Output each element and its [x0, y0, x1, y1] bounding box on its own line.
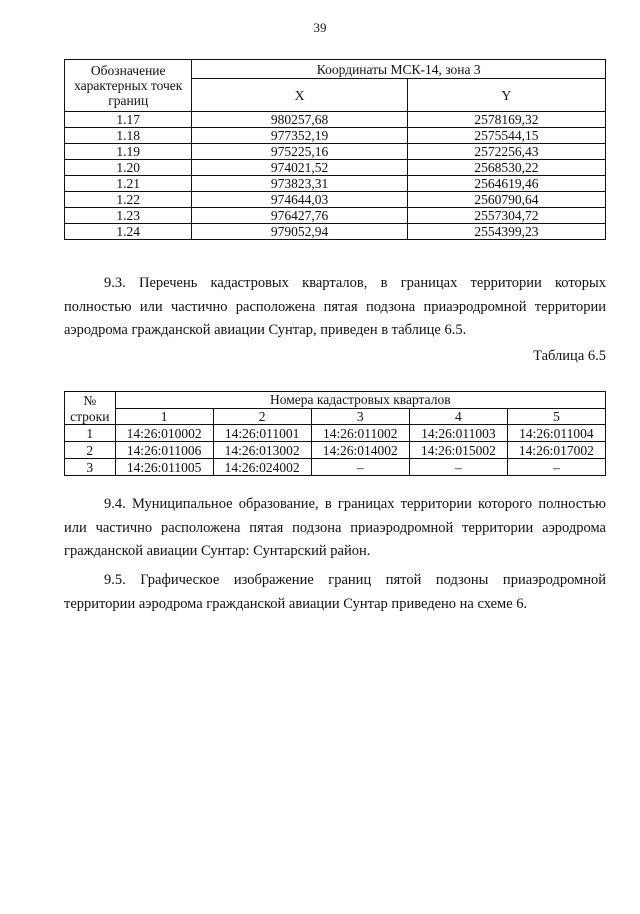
- point-cell: 1.18: [65, 128, 192, 144]
- row-number-cell: 1: [65, 425, 116, 442]
- y-cell: 2564619,46: [407, 176, 605, 192]
- point-cell: 1.24: [65, 224, 192, 240]
- header-col-4: 4: [409, 408, 507, 425]
- cadastral-cell: –: [311, 459, 409, 476]
- cadastral-cell: –: [409, 459, 507, 476]
- table-row: [65, 160, 606, 176]
- y-cell: 2578169,32: [407, 112, 605, 128]
- table-caption: Таблица 6.5: [533, 348, 606, 364]
- paragraph-9-4: 9.4. Муниципальное образование, в границах территории которого полностью или частично расположена пятая подзона приаэродромной территории аэродрома гражданской авиации Сунтар: Сунтарский район.: [64, 496, 606, 559]
- table-row: [65, 208, 606, 224]
- cadastral-cell: 14:26:011002: [311, 425, 409, 442]
- table-row: [65, 192, 606, 208]
- table-row: [65, 112, 606, 128]
- header-coordinates-group: Координаты МСК-14, зона 3: [192, 60, 606, 79]
- point-cell: 1.20: [65, 160, 192, 176]
- point-cell: 1.22: [65, 192, 192, 208]
- cadastral-cell: 14:26:010002: [115, 425, 213, 442]
- header-col-2: 2: [213, 408, 311, 425]
- x-cell: 973823,31: [192, 176, 407, 192]
- y-cell: 2575544,15: [407, 128, 605, 144]
- x-cell: 975225,16: [192, 144, 407, 160]
- x-cell: 974021,52: [192, 160, 407, 176]
- table-row: [65, 128, 606, 144]
- cadastral-cell: 14:26:013002: [213, 442, 311, 459]
- header-col-5: 5: [507, 408, 605, 425]
- row-number-cell: 3: [65, 459, 116, 476]
- cadastral-cell: 14:26:017002: [507, 442, 605, 459]
- y-cell: 2560790,64: [407, 192, 605, 208]
- header-y: Y: [407, 79, 605, 112]
- cadastral-cell: 14:26:011006: [115, 442, 213, 459]
- page-number: 39: [313, 20, 327, 35]
- header-cadastral-group: Номера кадастровых кварталов: [115, 392, 605, 409]
- x-cell: 974644,03: [192, 192, 407, 208]
- cadastral-cell: 14:26:011004: [507, 425, 605, 442]
- cadastral-cell: 14:26:014002: [311, 442, 409, 459]
- x-cell: 977352,19: [192, 128, 407, 144]
- cadastral-cell: –: [507, 459, 605, 476]
- point-cell: 1.17: [65, 112, 192, 128]
- coordinates-table: [64, 59, 606, 240]
- point-cell: 1.23: [65, 208, 192, 224]
- cadastral-cell: 14:26:011005: [115, 459, 213, 476]
- header-col-1: 1: [115, 408, 213, 425]
- y-cell: 2557304,72: [407, 208, 605, 224]
- cadastral-quarters-table: [64, 391, 606, 476]
- y-cell: 2568530,22: [407, 160, 605, 176]
- paragraph-9-5: 9.5. Графическое изображение границ пятой подзоны приаэродромной территории аэродрома гражданской авиации Сунтар приведено на схеме 6.: [64, 572, 606, 612]
- table-row: [65, 425, 606, 442]
- row-number-cell: 2: [65, 442, 116, 459]
- point-cell: 1.21: [65, 176, 192, 192]
- cadastral-cell: 14:26:011001: [213, 425, 311, 442]
- header-point-designation: Обозначение характерных точек границ: [65, 60, 192, 112]
- x-cell: 980257,68: [192, 112, 407, 128]
- y-cell: 2554399,23: [407, 224, 605, 240]
- table-row: [65, 224, 606, 240]
- header-col-3: 3: [311, 408, 409, 425]
- table-row: [65, 442, 606, 459]
- table-row: [65, 144, 606, 160]
- header-row-number-label: строки: [65, 408, 116, 425]
- header-row-number-symbol: №: [65, 392, 116, 409]
- table-row: [65, 459, 606, 476]
- x-cell: 979052,94: [192, 224, 407, 240]
- paragraph-9-3: 9.3. Перечень кадастровых кварталов, в границах территории которых полностью или частично расположена пятая подзона приаэродромной территории аэродрома гражданской авиации Сунтар, приведен в таблице 6.5.: [64, 275, 606, 338]
- table-row: [65, 176, 606, 192]
- y-cell: 2572256,43: [407, 144, 605, 160]
- cadastral-cell: 14:26:011003: [409, 425, 507, 442]
- header-x: X: [192, 79, 407, 112]
- cadastral-cell: 14:26:024002: [213, 459, 311, 476]
- point-cell: 1.19: [65, 144, 192, 160]
- x-cell: 976427,76: [192, 208, 407, 224]
- cadastral-cell: 14:26:015002: [409, 442, 507, 459]
